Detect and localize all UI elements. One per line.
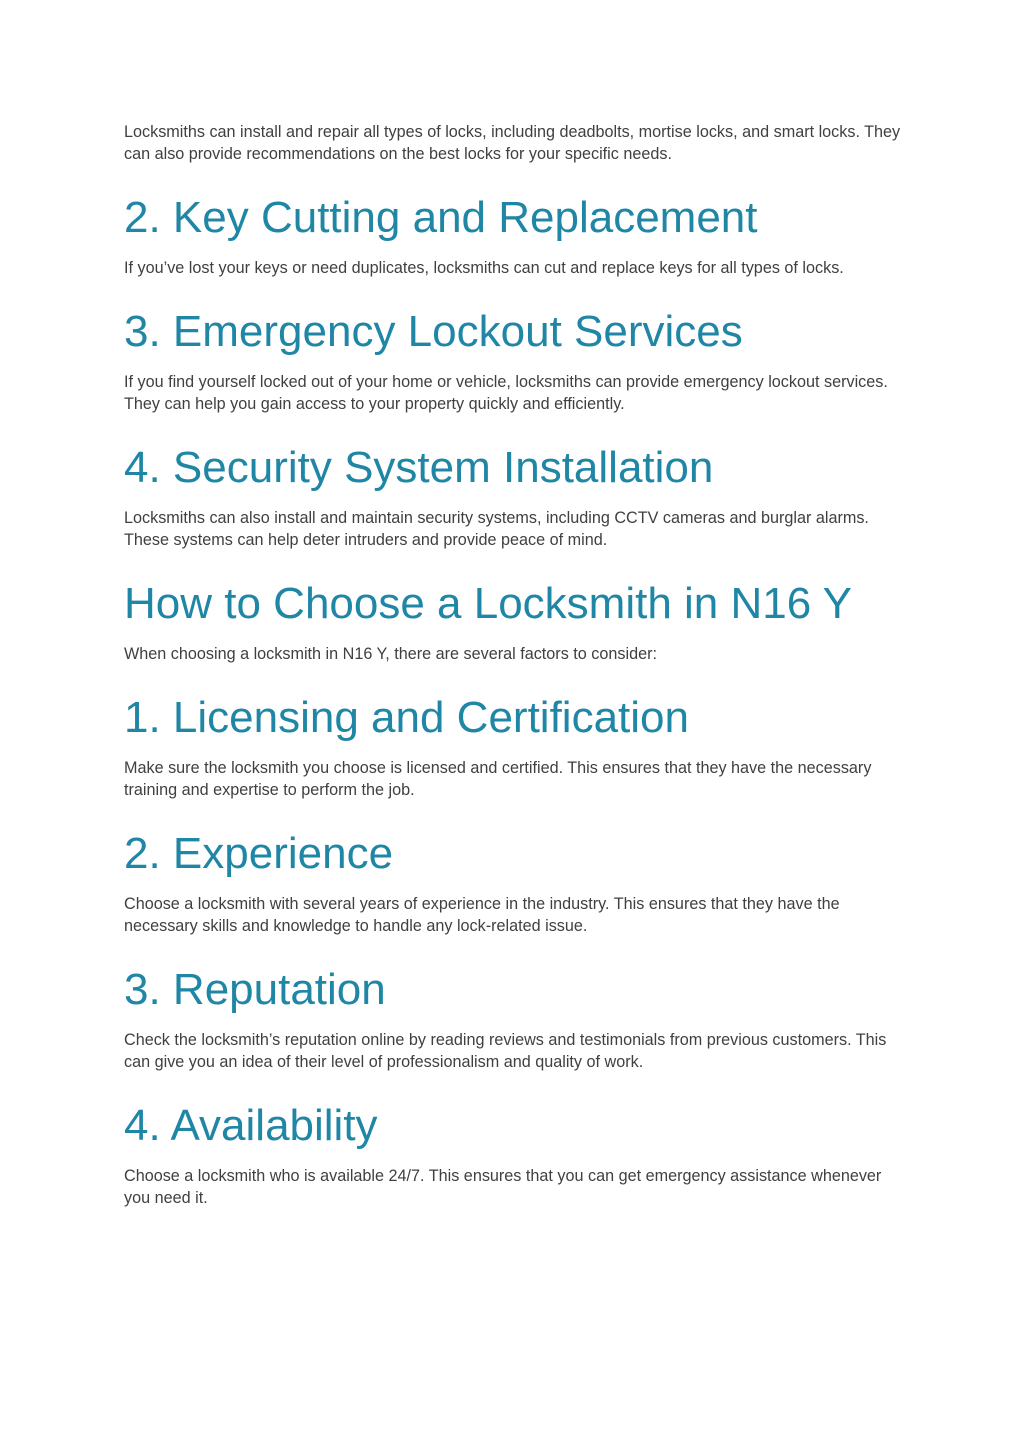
heading-experience: 2. Experience [124,829,394,878]
paragraph-emergency-lockout: If you find yourself locked out of your home or vehicle, locksmiths can provide emergency lockout services. They can help you gain access to your property quickly and efficiently. [124,373,888,413]
intro-paragraph: Locksmiths can install and repair all types of locks, including deadbolts, mortise locks, and smart locks. They can also provide recommendations on the best locks for your specific needs. [124,123,901,163]
heading-reputation: 3. Reputation [124,965,386,1014]
heading-licensing: 1. Licensing and Certification [124,693,689,742]
heading-how-to-choose: How to Choose a Locksmith in N16 Y [124,579,852,628]
paragraph-security-system: Locksmiths can also install and maintain security systems, including CCTV cameras and burglar alarms. These systems can help deter intruders and provide peace of mind. [124,509,869,549]
paragraph-how-to-choose: When choosing a locksmith in N16 Y, there are several factors to consider: [124,645,657,663]
document-page [124,121,909,1209]
heading-emergency-lockout: 3. Emergency Lockout Services [124,307,743,356]
paragraph-reputation: Check the locksmith’s reputation online by reading reviews and testimonials from previous customers. This can give you an idea of their level of professionalism and quality of work. [124,1031,887,1071]
heading-availability: 4. Availability [124,1101,378,1150]
paragraph-availability: Choose a locksmith who is available 24/7. This ensures that you can get emergency assistance whenever you need it. [124,1167,882,1207]
paragraph-key-cutting: If you’ve lost your keys or need duplicates, locksmiths can cut and replace keys for all types of locks. [124,259,844,277]
heading-security-system: 4. Security System Installation [124,443,714,492]
paragraph-experience: Choose a locksmith with several years of experience in the industry. This ensures that they have the necessary skills and knowledge to handle any lock-related issue. [124,895,840,935]
paragraph-licensing: Make sure the locksmith you choose is licensed and certified. This ensures that they have the necessary training and expertise to perform the job. [124,759,872,799]
heading-key-cutting: 2. Key Cutting and Replacement [124,193,758,242]
